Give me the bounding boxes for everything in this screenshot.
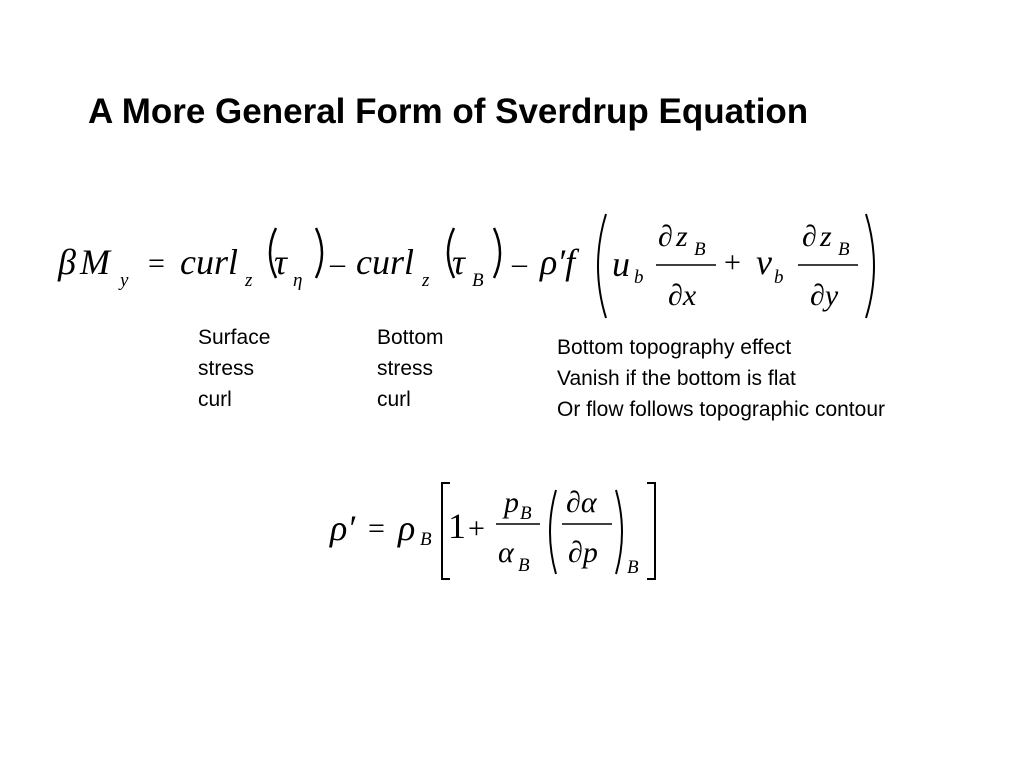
partial-symbol-2: ∂	[802, 220, 817, 253]
symbol-z-1: z	[676, 220, 688, 253]
number-one: 1	[448, 506, 466, 546]
subscript-b-2: b	[774, 267, 784, 288]
symbol-p: p	[504, 486, 519, 519]
minus-sign-1: –	[330, 247, 345, 280]
subscript-B-3: B	[838, 239, 850, 260]
subscript-B-2: B	[694, 239, 706, 260]
subscript-B-1: B	[420, 529, 432, 550]
annotation-line: stress	[377, 357, 434, 380]
symbol-alpha: α	[498, 536, 514, 569]
subscript-b-1: b	[634, 267, 644, 288]
annotation-line: Bottom topography effect	[557, 336, 792, 359]
annotation-line: Vanish if the bottom is flat	[557, 367, 796, 390]
symbol-beta: β	[58, 242, 76, 282]
plus-sign: +	[724, 246, 741, 279]
annotation-line: curl	[198, 388, 232, 411]
left-paren	[550, 490, 556, 574]
curl-operator-1: curl	[180, 242, 238, 282]
equals-sign: =	[368, 512, 385, 545]
plus-sign: +	[468, 512, 485, 545]
left-bracket	[442, 483, 450, 579]
symbol-M: M	[80, 242, 110, 282]
subscript-B-4: B	[627, 557, 639, 578]
annotation-line: stress	[198, 357, 255, 380]
symbol-v: v	[756, 242, 772, 282]
symbol-z-2: z	[820, 220, 832, 253]
symbol-u: u	[612, 244, 630, 284]
symbol-rho-prime: ρ′	[330, 508, 356, 548]
subscript-z-1: z	[245, 270, 253, 291]
partial-symbol-1: ∂	[658, 220, 673, 253]
subscript-B-3: B	[518, 555, 530, 576]
annotation-line: Surface	[198, 326, 271, 349]
right-bracket	[647, 483, 655, 579]
symbol-rho: ρ	[398, 508, 416, 548]
annotation-line: Or flow follows topographic contour	[557, 398, 885, 421]
symbol-tau-1: τ	[274, 242, 287, 282]
subscript-B-2: B	[520, 503, 532, 524]
denominator-dx: ∂x	[668, 279, 697, 312]
subscript-eta: η	[293, 270, 303, 291]
subscript-z-2: z	[422, 270, 430, 291]
annotation-line: Bottom	[377, 326, 444, 349]
slide-title: A More General Form of Sverdrup Equation	[88, 92, 809, 131]
subscript-y: y	[120, 270, 129, 291]
subscript-B-1: B	[472, 270, 484, 291]
equals-sign: =	[148, 247, 165, 280]
denominator-d-p: ∂p	[568, 536, 598, 569]
minus-sign-2: –	[512, 247, 527, 280]
denominator-dy: ∂y	[810, 279, 839, 312]
numerator-d-alpha: ∂α	[566, 486, 597, 519]
symbol-rho-prime-f: ρ′f	[540, 242, 576, 282]
annotation-line: curl	[377, 388, 411, 411]
symbol-tau-2: τ	[452, 242, 465, 282]
right-paren	[616, 490, 622, 574]
curl-operator-2: curl	[356, 242, 414, 282]
